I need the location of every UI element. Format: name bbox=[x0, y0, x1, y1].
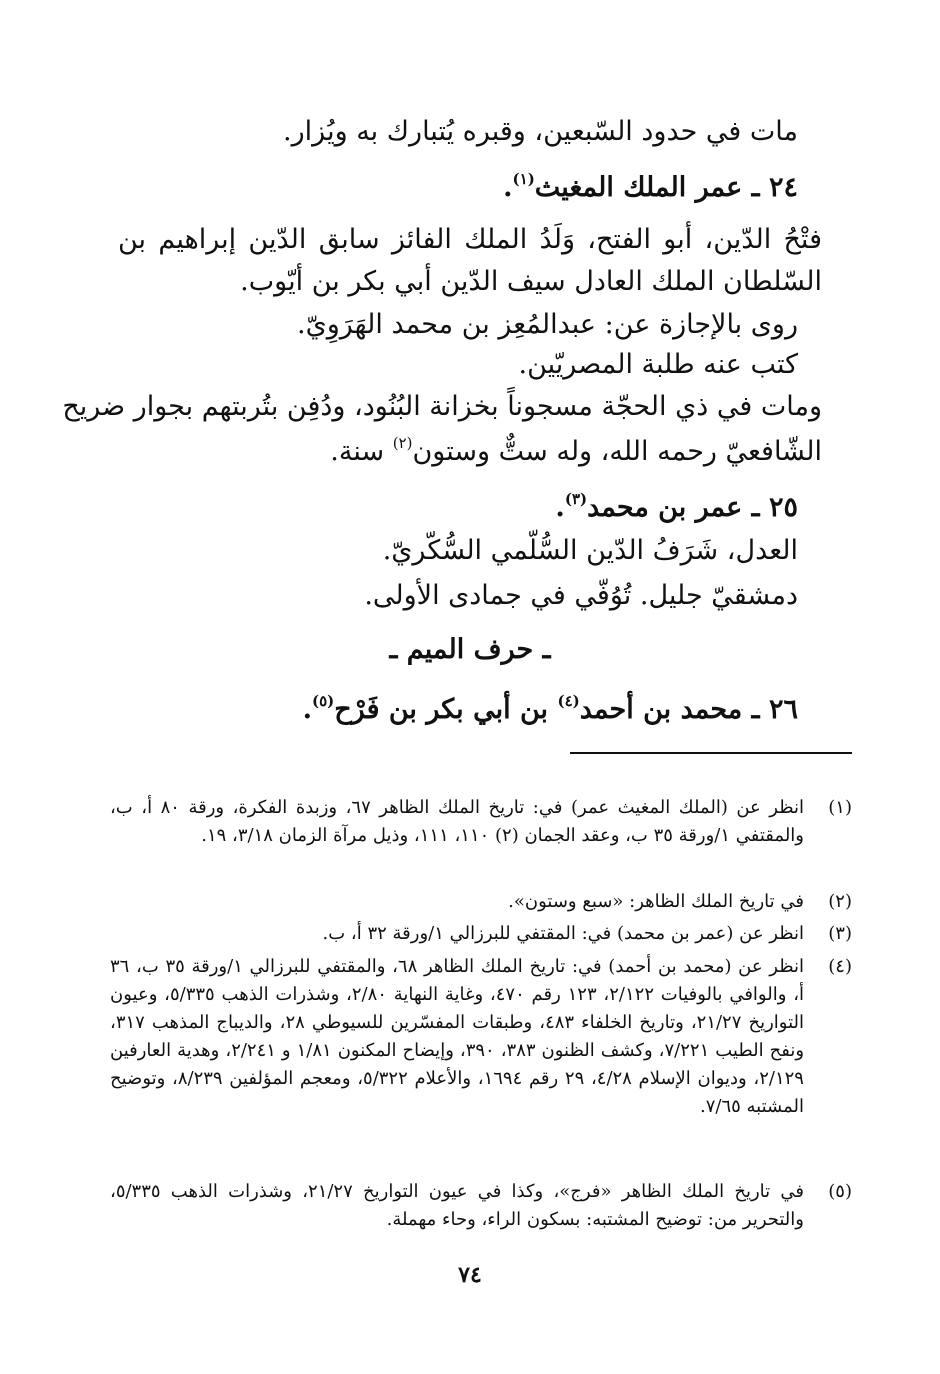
text-line-content: كتب عنه طلبة المصريّين. bbox=[518, 349, 798, 380]
footnote bbox=[110, 920, 852, 948]
footnote bbox=[110, 953, 852, 1121]
page-number: ٧٤ bbox=[458, 1262, 482, 1288]
entry-26-title-cont: بن أبي بكر بن فَرْح bbox=[334, 694, 558, 725]
footnote-ref: (٥) bbox=[311, 692, 335, 710]
footnote-divider bbox=[570, 752, 852, 754]
footnote-ref: (٣) bbox=[564, 490, 588, 508]
entry-26-period: . bbox=[302, 694, 312, 725]
text-line-content: دمشقيّ جليل. تُوُفّي في جمادى الأولى. bbox=[364, 580, 798, 611]
text-line bbox=[118, 220, 822, 260]
entry-26-title: ٢٦ ـ محمد بن أحمد bbox=[579, 694, 798, 725]
text-line bbox=[62, 387, 822, 427]
footnote-number: (٥) bbox=[828, 1181, 852, 1202]
footnote-number: (٤) bbox=[828, 956, 852, 977]
footnote-ref: (٢) bbox=[392, 434, 413, 452]
section-heading-text: ـ حرف الميم ـ bbox=[389, 634, 551, 665]
entry-24-heading bbox=[118, 168, 798, 208]
entry-24-period: . bbox=[503, 172, 513, 203]
text-line-content: فتْحُ الدّين، أبو الفتح، وَلَدُ الملك الفائز سابق الدّين إبراهيم بن bbox=[118, 224, 822, 255]
entry-25-title: ٢٥ ـ عمر بن محمد bbox=[587, 492, 798, 523]
text-line bbox=[118, 112, 798, 152]
footnote-number: (١) bbox=[828, 797, 852, 818]
footnote-text: انظر عن (عمر بن محمد) في: المقتفي للبرزالي ١/ورقة ٣٢ أ، ب. bbox=[322, 923, 804, 944]
entry-26-heading bbox=[118, 690, 798, 730]
text-line-content: روى بالإجازة عن: عبدالمُعِز بن محمد الهَرَوِيّ. bbox=[297, 309, 798, 340]
footnote-number: (٢) bbox=[828, 891, 852, 912]
entry-25-heading bbox=[118, 488, 798, 528]
text-line bbox=[118, 432, 822, 472]
footnote-text: انظر عن (الملك المغيث عمر) في: تاريخ الملك الظاهر ٦٧، وزبدة الفكرة، ورقة ٨٠ أ، ب، والمقتفي ١/ورقة ٣٥ ب، وعقد الجمان (٢) ١١٠، ١١١، وذيل مرآة الزمان ٣/١٨، ١٩. bbox=[110, 797, 805, 846]
footnote bbox=[110, 888, 852, 916]
entry-24-title: ٢٤ ـ عمر الملك المغيث bbox=[534, 172, 798, 203]
entry-25-period: . bbox=[555, 492, 565, 523]
section-heading bbox=[118, 630, 822, 670]
text-line-content: مات في حدود السّبعين، وقبره يُتبارك به ويُزار. bbox=[283, 116, 798, 147]
text-line bbox=[118, 305, 798, 345]
text-line-content: الشّافعيّ رحمه الله، وله ستٌّ وستون bbox=[412, 436, 822, 467]
footnote-ref: (١) bbox=[512, 170, 535, 188]
text-line bbox=[118, 531, 798, 571]
text-line-content: سنة. bbox=[330, 436, 393, 467]
footnote-ref: (٤) bbox=[557, 692, 580, 710]
footnote bbox=[110, 794, 852, 850]
text-line bbox=[118, 345, 798, 385]
text-line-content: السّلطان الملك العادل سيف الدّين أبي بكر بن أيّوب. bbox=[240, 266, 822, 297]
footnote bbox=[110, 1178, 852, 1234]
text-line-content: ومات في ذي الحجّة مسجوناً بخزانة البُنُود، ودُفِن بتُربتهم بجوار ضريح bbox=[62, 391, 822, 422]
text-line-content: العدل، شَرَفُ الدّين السُّلّمي السُّكّريّ. bbox=[382, 535, 798, 566]
footnote-text: في تاريخ الملك الظاهر: «سبع وستون». bbox=[508, 891, 804, 912]
footnote-text: انظر عن (محمد بن أحمد) في: تاريخ الملك الظاهر ٦٨، والمقتفي للبرزالي ١/ورقة ٣٥ ب، ٣٦ أ، والوافي بالوفيات ٢/١٢٢، ١٢٣ رقم ٤٧٠، وغاية النهاية ٢/٨٠، وشذرات الذهب ٥/٣٣٥، وعيون التواريخ ٢١/٢٧، وتاريخ الخلفاء ٤٨٣، وطبقات المفسّرين للسيوطي ٢٨، والديباج المذهب ٣١٧، ونفح الطيب ٧/٢٢١، وكشف الظنون ٣٨٣، ٣٩٠، وإيضاح المكنون ١/٨١ و ٢/٢٤١، وهدية العارفين ٢/١٢٩، وديوان الإسلام ٤/٢٨، ٢٩ رقم ١٦٩٤، والأعلام ٥/٣٢٢، ومعجم المؤلفين ٨/٢٣٩، وتوضيح المشتبه ٧/٦٥. bbox=[110, 956, 805, 1117]
text-line bbox=[118, 262, 822, 302]
footnote-text: في تاريخ الملك الظاهر «فرج»، وكذا في عيون التواريخ ٢١/٢٧، وشذرات الذهب ٥/٣٣٥، والتحرير من: توضيح المشتبه: بسكون الراء، وحاء مهملة. bbox=[110, 1181, 804, 1230]
text-line bbox=[118, 576, 798, 616]
footnote-number: (٣) bbox=[828, 923, 852, 944]
